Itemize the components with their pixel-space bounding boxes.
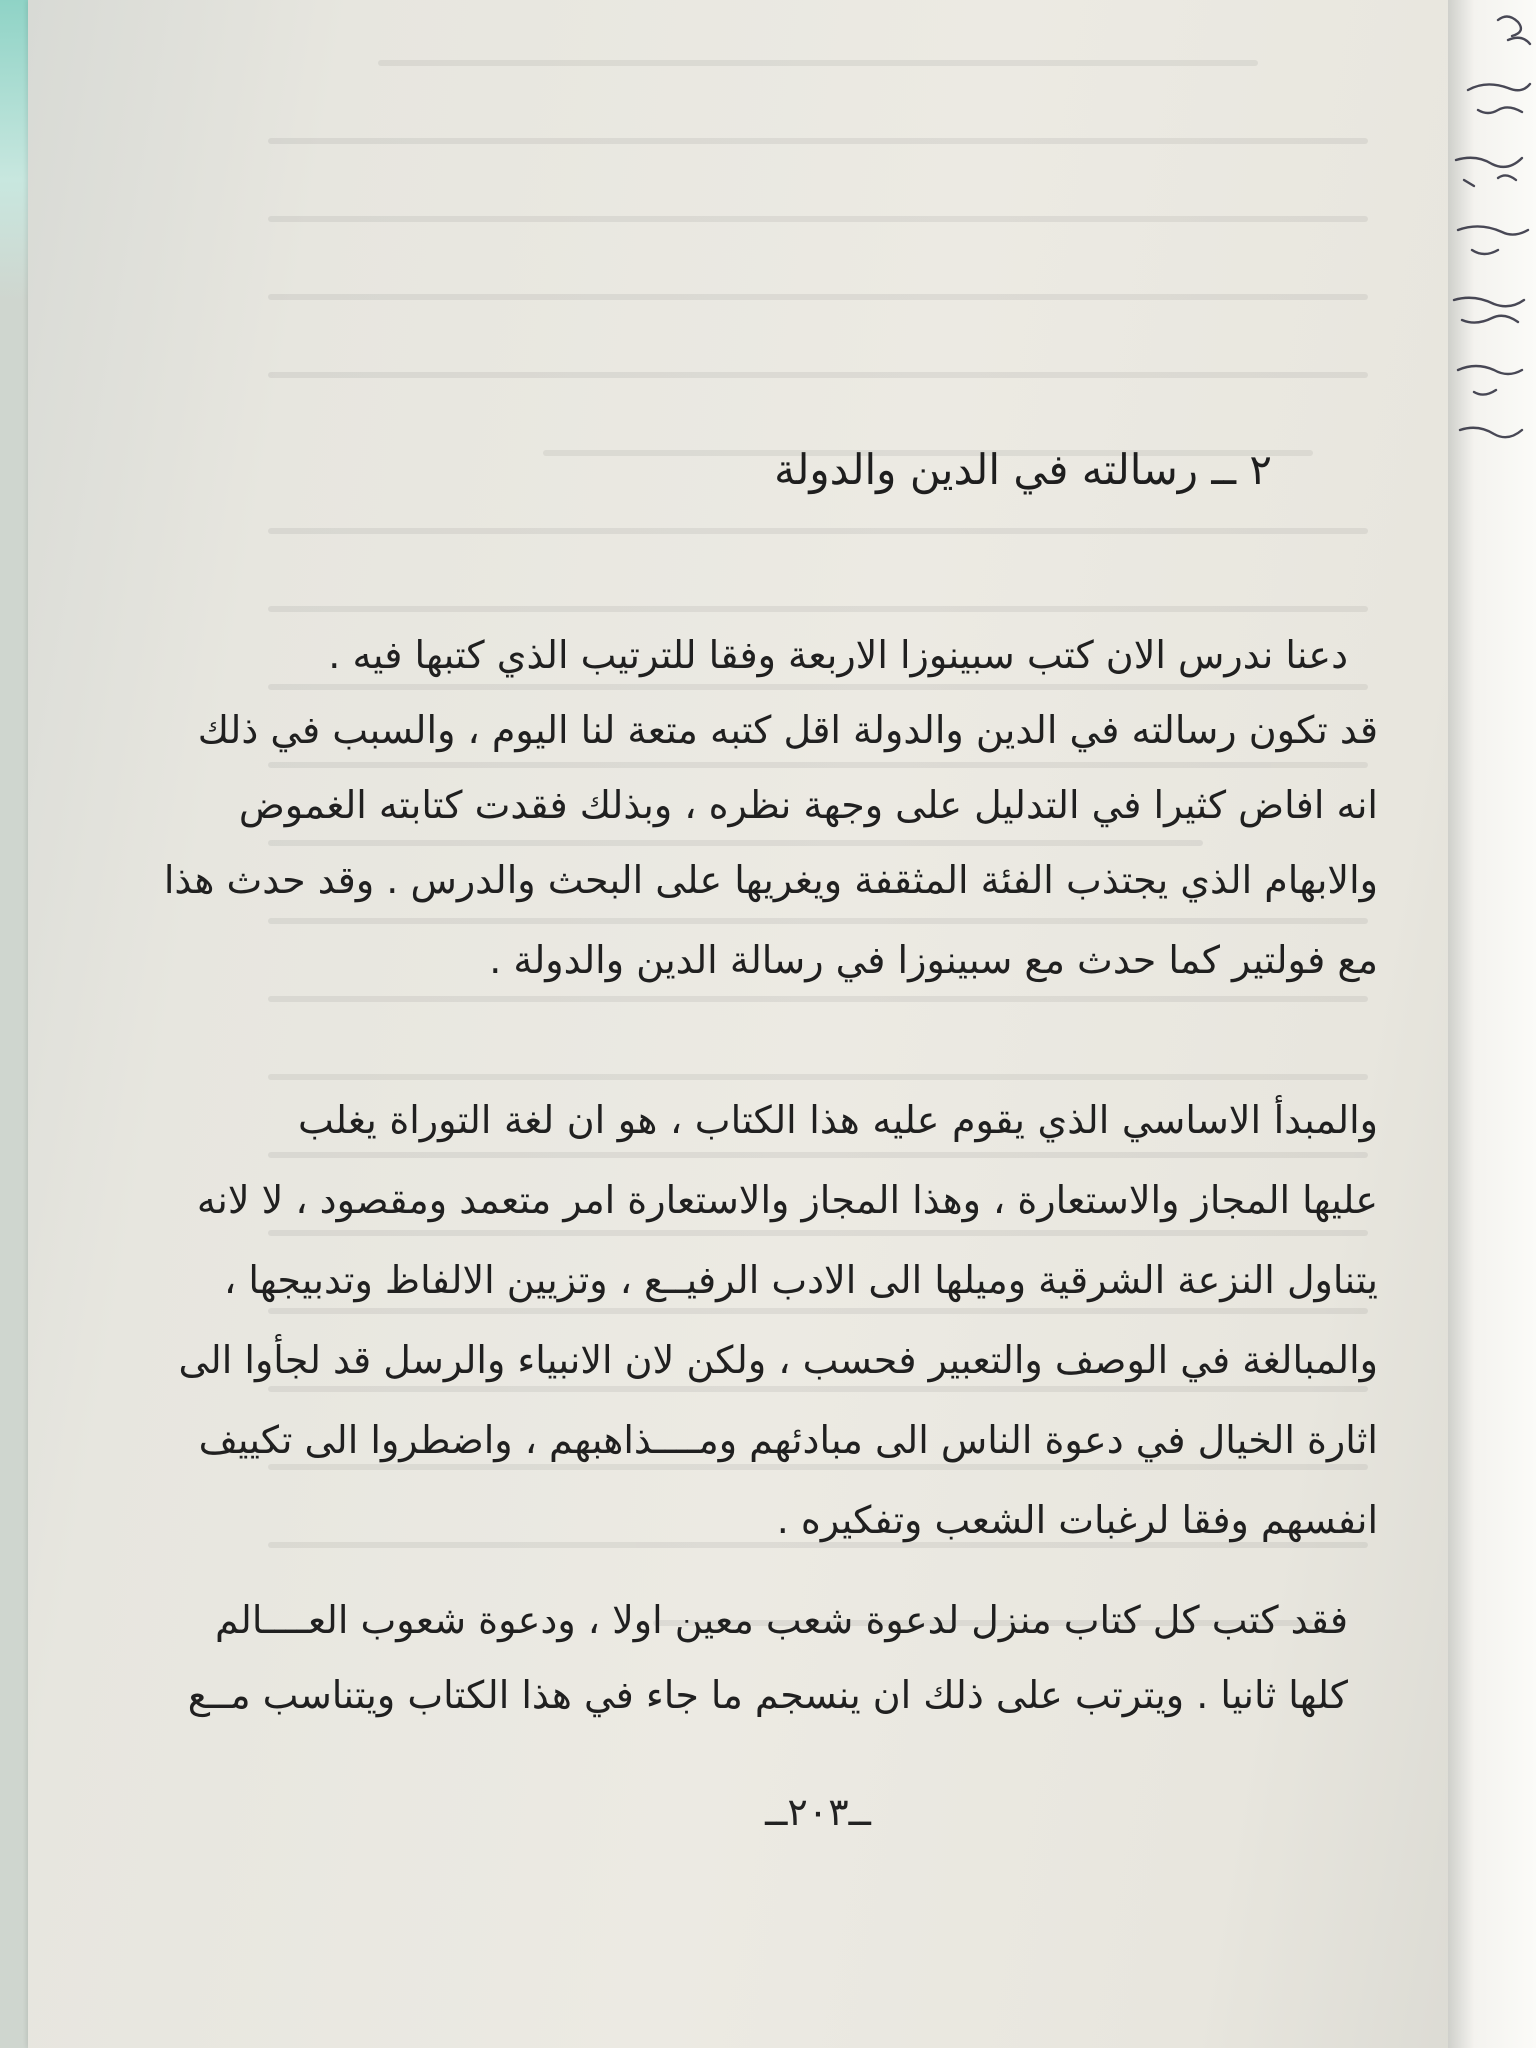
handwritten-notes-scribble (1438, 0, 1536, 480)
paragraph-2-line-2: عليها المجاز والاستعارة ، وهذا المجاز والاستعارة امر متعمد ومقصود ، لا لانه (196, 1178, 1378, 1222)
chapter-title (28, 445, 1458, 494)
paragraph-1-line-4: والابهام الذي يجتذب الفئة المثقفة ويغريها على البحث والدرس . وقد حدث هذا (163, 858, 1378, 902)
page-number (28, 1790, 1458, 1834)
paragraph-1-line-2: قد تكون رسالته في الدين والدولة اقل كتبه متعة لنا اليوم ، والسبب في ذلك (197, 708, 1378, 752)
paragraph-2-line-3: يتناول النزعة الشرقية وميلها الى الادب الرفيــع ، وتزيين الالفاظ وتدبيجها ، (223, 1258, 1378, 1302)
paragraph-2-line-6: انفسهم وفقا لرغبات الشعب وتفكيره . (776, 1498, 1378, 1542)
chapter-title-text: ٢ ــ رسالته في الدين والدولة (774, 445, 1272, 494)
paragraph-2-line-5: اثارة الخيال في دعوة الناس الى مبادئهم ومــــذاهبهم ، واضطروا الى تكييف (198, 1418, 1378, 1462)
paragraph-1-line-5: مع فولتير كما حدث مع سبينوزا في رسالة الدين والدولة . (489, 938, 1378, 982)
paragraph-2-line-4: والمبالغة في الوصف والتعبير فحسب ، ولكن لان الانبياء والرسل قد لجأوا الى (178, 1338, 1378, 1382)
book-page (28, 0, 1458, 2048)
paragraph-1-line-1: دعنا ندرس الان كتب سبينوزا الاربعة وفقا للترتيب الذي كتبها فيه . (328, 633, 1348, 677)
paragraph-1-line-3: انه افاض كثيرا في التدليل على وجهة نظره ، وبذلك فقدت كتابته الغموض (238, 783, 1378, 827)
paragraph-2-line-1: والمبدأ الاساسي الذي يقوم عليه هذا الكتاب ، هو ان لغة التوراة يغلب (298, 1098, 1378, 1142)
page-number-text: ــ٢٠٣ــ (765, 1790, 871, 1834)
paragraph-3-line-1: فقد كتب كل كتاب منزل لدعوة شعب معين اولا ، ودعوة شعوب العــــالم (215, 1598, 1348, 1642)
paragraph-3-line-2: كلها ثانيا . ويترتب على ذلك ان ينسجم ما جاء في هذا الكتاب ويتناسب مــع (187, 1673, 1348, 1717)
